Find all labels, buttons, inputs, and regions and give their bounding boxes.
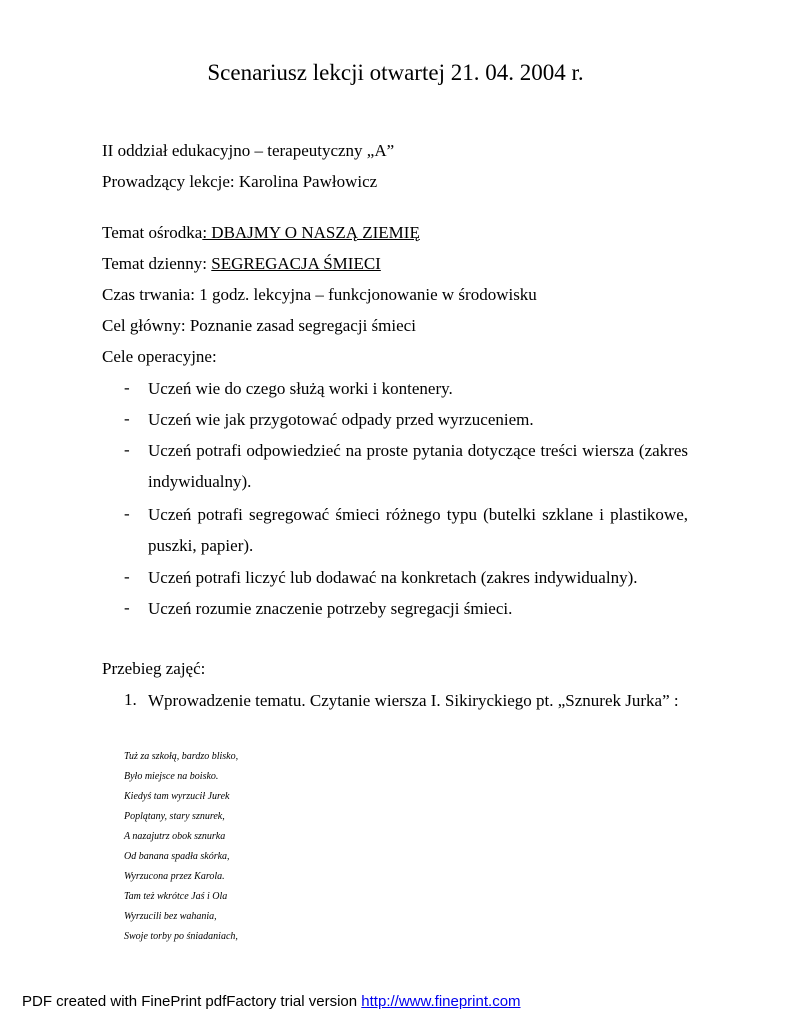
pdf-footer — [22, 992, 521, 1012]
goals-heading: Cele operacyjne: — [102, 347, 217, 366]
bullet-dash: - — [124, 598, 130, 617]
main-goal-line: Cel główny: Poznanie zasad segregacji śmieci — [102, 316, 416, 335]
poem-line: Poplątany, stary sznurek, — [124, 811, 225, 822]
teacher-line: Prowadzący lekcje: Karolina Pawłowicz — [102, 172, 378, 191]
poem-line: Kiedyś tam wyrzucił Jurek — [124, 791, 230, 802]
bullet-dash: - — [124, 409, 130, 428]
poem-line: Wyrzucona przez Karola. — [124, 871, 225, 882]
poem-line: Było miejsce na boisko. — [124, 771, 219, 782]
goal-item: Uczeń rozumie znaczenie potrzeby segregacji śmieci. — [148, 599, 513, 618]
topic-daily-value: SEGREGACJA ŚMIECI — [211, 254, 381, 273]
bullet-dash: - — [124, 504, 130, 523]
topic-center-value: : DBAJMY O NASZĄ ZIEMIĘ — [202, 223, 420, 242]
poem-line: A nazajutrz obok sznurka — [124, 831, 226, 842]
class-line: II oddział edukacyjno – terapeutyczny „A” — [102, 141, 395, 160]
bullet-dash: - — [124, 378, 130, 397]
goal-item: Uczeń wie do czego służą worki i kontenery. — [148, 379, 453, 398]
course-step-number: 1. — [124, 690, 137, 709]
page-title: Scenariusz lekcji otwartej 21. 04. 2004 r. — [207, 60, 584, 85]
bullet-dash: - — [124, 440, 130, 459]
poem — [124, 747, 238, 947]
topic-daily-label: Temat dzienny: — [102, 254, 212, 273]
goal-item: Uczeń wie jak przygotować odpady przed wyrzuceniem. — [148, 410, 534, 429]
duration-line: Czas trwania: 1 godz. lekcyjna – funkcjonowanie w środowisku — [102, 285, 537, 304]
topic-center-label: Temat ośrodka — [102, 223, 203, 242]
poem-line: Tuż za szkołą, bardzo blisko, — [124, 751, 239, 762]
course-heading: Przebieg zajęć: — [102, 659, 206, 678]
footer-link[interactable]: http://www.fineprint.com — [361, 993, 521, 1010]
topic-daily-line — [102, 253, 381, 275]
bullet-dash: - — [124, 567, 130, 586]
goal-item: Uczeń potrafi segregować śmieci różnego typu (butelki szklane i plastikowe, puszki, papier). — [148, 505, 688, 555]
footer-text: PDF created with FinePrint pdfFactory trial version — [22, 993, 362, 1010]
topic-center-line — [102, 222, 420, 244]
goal-item: Uczeń potrafi odpowiedzieć na proste pytania dotyczące treści wiersza (zakres indywidualny). — [148, 441, 688, 491]
poem-line: Wyrzucili bez wahania, — [124, 911, 217, 922]
goal-item: Uczeń potrafi liczyć lub dodawać na konkretach (zakres indywidualny). — [148, 568, 638, 587]
poem-line: Od banana spadła skórka, — [124, 851, 230, 862]
poem-line: Tam też wkrótce Jaś i Ola — [124, 891, 228, 902]
poem-line: Swoje torby po śniadaniach, — [124, 931, 238, 942]
course-step-text: Wprowadzenie tematu. Czytanie wiersza I. Sikiryckiego pt. „Sznurek Jurka” : — [148, 691, 679, 710]
